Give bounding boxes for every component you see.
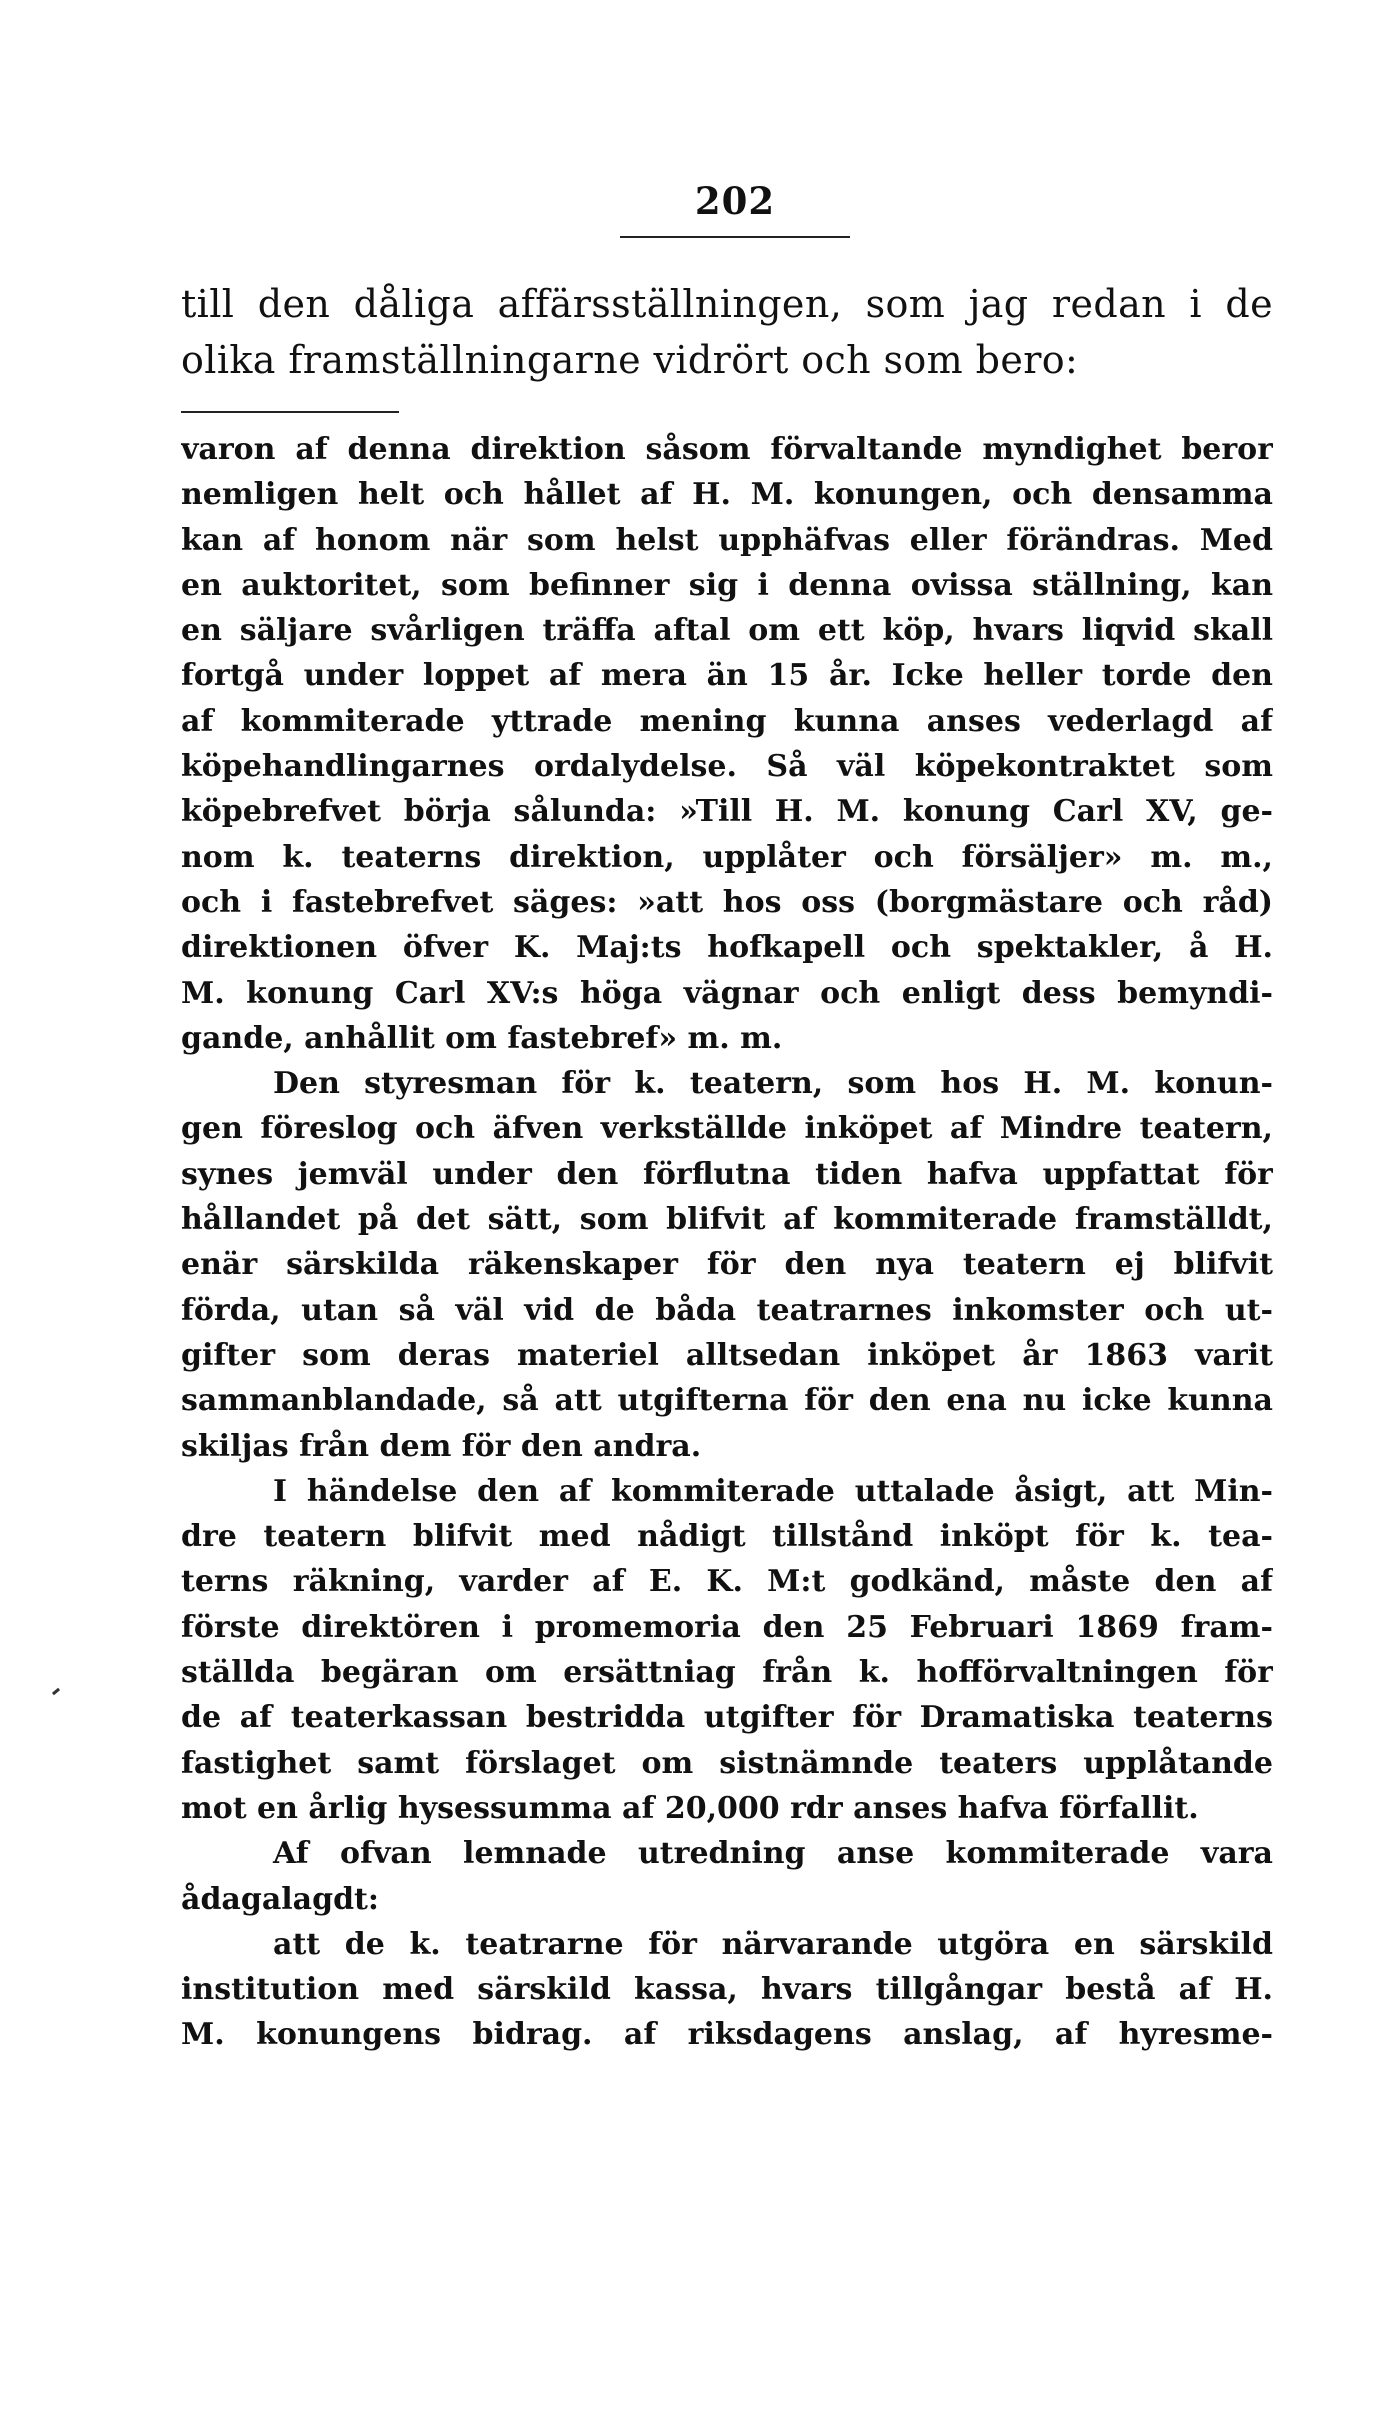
- body-line: gande, anhållit om fastebref» m. m.: [181, 1020, 783, 1056]
- body-line: en auktoritet, som befinner sig i denna ovissa ställning, kan: [181, 567, 1273, 603]
- body-line: nom k. teaterns direktion, upplåter och försäljer» m. m.,: [181, 839, 1273, 875]
- body-line: M. konungens bidrag. af riksdagens anslag, af hyresme-: [181, 2017, 1273, 2053]
- body-line: direktionen öfver K. Maj:ts hofkapell och spektakler, å H.: [181, 930, 1273, 966]
- separator-rule: [181, 411, 399, 413]
- body-line: nemligen helt och hållet af H. M. konungen, och densamma: [181, 477, 1273, 513]
- body-line: institution med särskild kassa, hvars tillgångar bestå af H.: [181, 1972, 1273, 2008]
- body-line: förda, utan så väl vid de båda teatrarnes inkomster och ut-: [181, 1292, 1273, 1328]
- intro-line: olika framställningarne vidrört och som bero:: [181, 338, 1079, 382]
- body-line: gen föreslog och äfven verkställde inköpet af Mindre teatern,: [181, 1111, 1273, 1147]
- body-line: köpebrefvet börja sålunda: »Till H. M. konung Carl XV, ge-: [181, 794, 1273, 830]
- body-line: förste direktören i promemoria den 25 Februari 1869 fram-: [181, 1609, 1273, 1645]
- body-line: synes jemväl under den förflutna tiden hafva uppfattat för: [181, 1156, 1273, 1192]
- intro-paragraph: [181, 276, 1273, 388]
- body-line: enär särskilda räkenskaper för den nya teatern ej blifvit: [181, 1247, 1273, 1283]
- body-line: sammanblandade, så att utgifterna för den ena nu icke kunna: [181, 1383, 1273, 1419]
- body-line: varon af denna direktion såsom förvaltande myndighet beror: [181, 432, 1273, 467]
- body-line: ådagalagdt:: [181, 1881, 379, 1917]
- body-line: köpehandlingarnes ordalydelse. Så väl köpekontraktet som: [181, 749, 1273, 785]
- body-line: Af ofvan lemnade utredning anse kommiterade vara: [273, 1836, 1273, 1872]
- body-line: och i fastebrefvet säges: »att hos oss (borgmästare och råd): [181, 884, 1273, 920]
- body-line: skiljas från dem för den andra.: [181, 1428, 702, 1464]
- page-number: 202: [694, 179, 776, 223]
- body-line: dre teatern blifvit med nådigt tillstånd inköpt för k. tea-: [181, 1519, 1273, 1555]
- body-line: gifter som deras materiel alltsedan inköpet år 1863 varit: [181, 1337, 1273, 1373]
- body-text: [181, 427, 1273, 2058]
- margin-mark: [52, 1688, 60, 1695]
- intro-line: till den dåliga affärsställningen, som jag redan i de: [181, 282, 1273, 326]
- body-line: ställda begäran om ersättniag från k. hofförvaltningen för: [181, 1655, 1273, 1691]
- body-line: Den styresman för k. teatern, som hos H. M. konun-: [273, 1066, 1273, 1102]
- body-line: mot en årlig hysessumma af 20,000 rdr anses hafva förfallit.: [181, 1790, 1199, 1826]
- body-line: fastighet samt förslaget om sistnämnde teaters upplåtande: [181, 1745, 1273, 1781]
- body-line: hållandet på det sätt, som blifvit af kommiterade framställdt,: [181, 1202, 1273, 1238]
- body-line: de af teaterkassan bestridda utgifter för Dramatiska teaterns: [181, 1700, 1273, 1736]
- body-line: kan af honom när som helst upphäfvas eller förändras. Med: [181, 522, 1273, 558]
- header-rule: [620, 236, 850, 238]
- body-line: I händelse den af kommiterade uttalade åsigt, att Min-: [273, 1473, 1273, 1509]
- body-line: en säljare svårligen träffa aftal om ett köp, hvars liqvid skall: [181, 613, 1273, 649]
- body-line: fortgå under loppet af mera än 15 år. Icke heller torde den: [181, 658, 1273, 694]
- body-line: M. konung Carl XV:s höga vägnar och enligt dess bemyndi-: [181, 975, 1273, 1011]
- body-line: af kommiterade yttrade mening kunna anses vederlagd af: [181, 703, 1273, 739]
- body-line: terns räkning, varder af E. K. M:t godkänd, måste den af: [181, 1564, 1273, 1600]
- body-line: att de k. teatrarne för närvarande utgöra en särskild: [273, 1926, 1273, 1962]
